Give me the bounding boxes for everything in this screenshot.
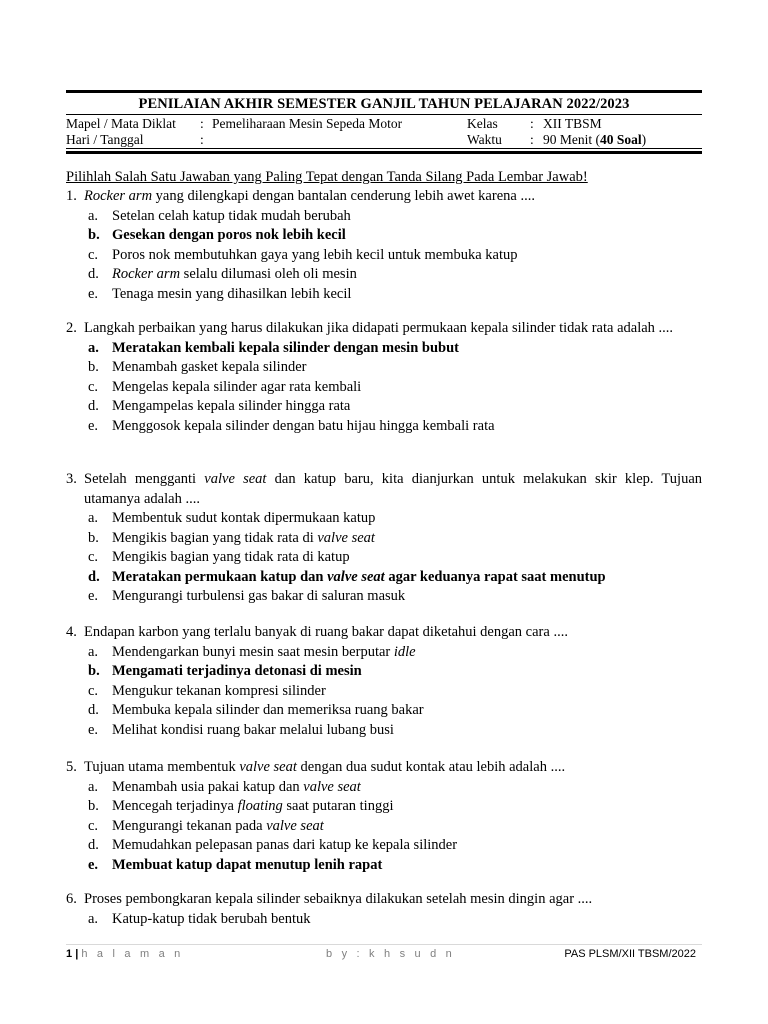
option-b bbox=[66, 358, 702, 378]
class-label: Kelas bbox=[467, 116, 498, 131]
option-c bbox=[66, 378, 702, 398]
option-letter: a. bbox=[88, 910, 99, 927]
page-word: h a l a m a n bbox=[81, 948, 184, 960]
question-text: dengan dua sudut kontak atau lebih adalah .... bbox=[296, 759, 566, 775]
option-letter: a. bbox=[88, 778, 99, 795]
option-term-italic: valve seat bbox=[317, 529, 375, 546]
option-d bbox=[66, 265, 702, 285]
option-text: Menggosok kepala silinder dengan batu hijau hingga kembali rata bbox=[112, 417, 495, 434]
question-text-pre: Tujuan utama membentuk bbox=[84, 759, 240, 775]
option-c bbox=[66, 246, 702, 266]
option-text: Poros nok membutuhkan gaya yang lebih kecil untuk membuka katup bbox=[112, 246, 518, 263]
option-text: Mendengarkan bunyi mesin saat mesin berputar bbox=[112, 643, 394, 660]
option-term-italic: idle bbox=[393, 643, 416, 660]
option-text: Katup-katup tidak berubah bentuk bbox=[112, 910, 311, 927]
question-stem bbox=[66, 623, 702, 643]
option-d-correct bbox=[66, 568, 702, 588]
option-b-correct bbox=[66, 662, 702, 682]
question-stem bbox=[66, 890, 702, 910]
page-number: 1 bbox=[66, 948, 73, 960]
option-text: Mengurangi tekanan pada bbox=[112, 817, 267, 834]
option-text: Mengampelas kepala silinder hingga rata bbox=[112, 398, 351, 414]
document-code: PAS PLSM/XII TBSM/2022 bbox=[564, 948, 696, 960]
question-number: 1. bbox=[66, 188, 77, 204]
header-bottom-rule-2 bbox=[66, 151, 702, 154]
question-stem bbox=[66, 187, 702, 207]
option-text: Mengamati terjadinya detonasi di mesin bbox=[112, 663, 362, 679]
option-c bbox=[66, 682, 702, 702]
option-letter: d. bbox=[88, 568, 100, 585]
option-d bbox=[66, 836, 702, 856]
option-letter: b. bbox=[88, 798, 99, 814]
option-text: Memudahkan pelepasan panas dari katup ke kepala silinder bbox=[112, 837, 458, 853]
option-c bbox=[66, 817, 702, 837]
option-letter: b. bbox=[88, 227, 100, 243]
option-d bbox=[66, 701, 702, 721]
time-colon: : bbox=[530, 132, 534, 147]
option-letter: e. bbox=[88, 588, 99, 604]
option-e bbox=[66, 417, 702, 437]
time-value-tail: ) bbox=[641, 132, 647, 147]
option-c bbox=[66, 548, 702, 568]
option-e bbox=[66, 721, 702, 741]
subject-colon: : bbox=[200, 116, 204, 131]
time-value bbox=[543, 131, 646, 148]
option-letter: c. bbox=[88, 246, 99, 263]
question-number: 4. bbox=[66, 624, 77, 640]
option-text: Mengurangi turbulensi gas bakar di saluran masuk bbox=[112, 588, 406, 604]
option-text: Menambah gasket kepala silinder bbox=[112, 359, 307, 375]
option-letter: b. bbox=[88, 663, 100, 679]
time-label: Waktu bbox=[467, 132, 502, 147]
footer-code bbox=[564, 948, 696, 960]
option-text: Mengikis bagian yang tidak rata di katup bbox=[112, 549, 350, 565]
option-b bbox=[66, 529, 702, 549]
option-text: Membuat katup dapat menutup lenih rapat bbox=[112, 856, 383, 873]
option-text: Gesekan dengan poros nok lebih kecil bbox=[112, 227, 346, 243]
option-text-tail: saat putaran tinggi bbox=[282, 798, 394, 814]
question-text: Langkah perbaikan yang harus dilakukan jika didapati permukaan kepala silinder tidak rata adalah .... bbox=[84, 320, 674, 336]
subject-label: Mapel / Mata Diklat bbox=[66, 116, 176, 131]
question-number: 3. bbox=[66, 471, 77, 487]
option-text: Mengukur tekanan kompresi silinder bbox=[112, 682, 326, 699]
option-a bbox=[66, 910, 702, 930]
question-text: Endapan karbon yang terlalu banyak di ruang bakar dapat diketahui dengan cara .... bbox=[84, 624, 568, 640]
question-text: yang dilengkapi dengan bantalan cenderung lebih awet karena .... bbox=[152, 188, 535, 204]
footer-separator: | bbox=[75, 948, 79, 960]
option-a bbox=[66, 207, 702, 227]
option-text: Meratakan permukaan katup dan bbox=[112, 568, 328, 585]
option-letter: c. bbox=[88, 682, 99, 699]
option-text: Mencegah terjadinya bbox=[112, 798, 238, 814]
option-letter: c. bbox=[88, 549, 99, 565]
option-a bbox=[66, 509, 702, 529]
term-italic: valve seat bbox=[204, 471, 267, 487]
option-text: Membentuk sudut kontak dipermukaan katup bbox=[112, 510, 376, 526]
option-text: Membuka kepala silinder dan memeriksa ruang bakar bbox=[112, 702, 424, 718]
footer-page bbox=[66, 948, 183, 960]
option-a bbox=[66, 778, 702, 798]
option-text: Mengikis bagian yang tidak rata di bbox=[112, 529, 318, 546]
option-text: Menambah usia pakai katup dan bbox=[112, 778, 304, 795]
footer-author bbox=[326, 948, 455, 960]
option-e bbox=[66, 285, 702, 305]
option-letter: d. bbox=[88, 266, 99, 282]
question-2 bbox=[66, 319, 702, 436]
footer-rule bbox=[66, 944, 702, 945]
option-text: Setelan celah katup tidak mudah berubah bbox=[112, 207, 351, 224]
question-stem bbox=[66, 758, 702, 778]
subject-value: Pemeliharaan Mesin Sepeda Motor bbox=[212, 116, 403, 131]
option-text: Meratakan kembali kepala silinder dengan mesin bubut bbox=[112, 339, 459, 356]
question-5 bbox=[66, 758, 702, 875]
option-text: selalu dilumasi oleh oli mesin bbox=[180, 266, 357, 282]
option-letter: a. bbox=[88, 510, 99, 526]
option-letter: b. bbox=[88, 529, 99, 546]
option-letter: d. bbox=[88, 398, 99, 414]
question-4 bbox=[66, 623, 702, 740]
option-text: Tenaga mesin yang dihasilkan lebih kecil bbox=[112, 285, 352, 302]
class-value: XII TBSM bbox=[543, 116, 602, 131]
question-text-pre: Setelah mengganti bbox=[84, 471, 205, 487]
option-letter: e. bbox=[88, 856, 99, 873]
option-term-italic: valve seat bbox=[327, 568, 385, 585]
option-d bbox=[66, 397, 702, 417]
question-stem bbox=[66, 470, 702, 509]
option-term-italic: valve seat bbox=[266, 817, 324, 834]
option-letter: e. bbox=[88, 285, 99, 302]
question-text: dan katup baru, kita dianjurkan untuk melakukan skir klep. Tujuan utamanya adalah .... bbox=[84, 471, 703, 507]
option-b-correct bbox=[66, 226, 702, 246]
header-top-rule bbox=[66, 90, 702, 93]
question-3 bbox=[66, 470, 702, 607]
instructions: Pilihlah Salah Satu Jawaban yang Paling Tepat dengan Tanda Silang Pada Lembar Jawab! bbox=[66, 169, 588, 185]
term-italic: valve seat bbox=[239, 759, 297, 775]
option-text: Melihat kondisi ruang bakar melalui lubang busi bbox=[112, 721, 394, 738]
option-letter: d. bbox=[88, 702, 99, 718]
question-6 bbox=[66, 890, 702, 929]
question-stem bbox=[66, 319, 702, 339]
question-text: Proses pembongkaran kepala silinder sebaiknya dilakukan setelah mesin dingin agar .... bbox=[84, 891, 593, 907]
date-label: Hari / Tanggal bbox=[66, 132, 144, 147]
option-text: Mengelas kepala silinder agar rata kembali bbox=[112, 378, 362, 395]
option-e bbox=[66, 587, 702, 607]
author-credit: b y : k h s u d n bbox=[326, 948, 455, 960]
option-letter: a. bbox=[88, 207, 99, 224]
class-colon: : bbox=[530, 116, 534, 131]
option-letter: e. bbox=[88, 417, 99, 434]
question-number: 6. bbox=[66, 891, 77, 907]
option-b bbox=[66, 797, 702, 817]
term-italic: Rocker arm bbox=[84, 188, 153, 204]
question-1 bbox=[66, 187, 702, 304]
date-colon: : bbox=[200, 132, 204, 147]
time-value-text: 90 Menit ( bbox=[543, 132, 600, 147]
option-letter: a. bbox=[88, 643, 99, 660]
exam-title: PENILAIAN AKHIR SEMESTER GANJIL TAHUN PELAJARAN 2022/2023 bbox=[138, 96, 630, 112]
question-number: 5. bbox=[66, 759, 77, 775]
option-a bbox=[66, 643, 702, 663]
option-e-correct bbox=[66, 856, 702, 876]
option-letter: a. bbox=[88, 339, 99, 356]
option-term-italic: Rocker arm bbox=[112, 266, 181, 282]
option-a-correct bbox=[66, 339, 702, 359]
question-count: 40 Soal bbox=[600, 132, 642, 147]
option-letter: c. bbox=[88, 378, 99, 395]
header-bottom-rule-1 bbox=[66, 148, 702, 149]
option-term-italic: floating bbox=[237, 798, 283, 814]
option-text-tail: agar keduanya rapat saat menutup bbox=[384, 568, 606, 585]
option-letter: e. bbox=[88, 721, 99, 738]
option-letter: d. bbox=[88, 837, 99, 853]
option-term-italic: valve seat bbox=[303, 778, 361, 795]
option-letter: c. bbox=[88, 817, 99, 834]
question-number: 2. bbox=[66, 320, 77, 336]
option-letter: b. bbox=[88, 359, 99, 375]
